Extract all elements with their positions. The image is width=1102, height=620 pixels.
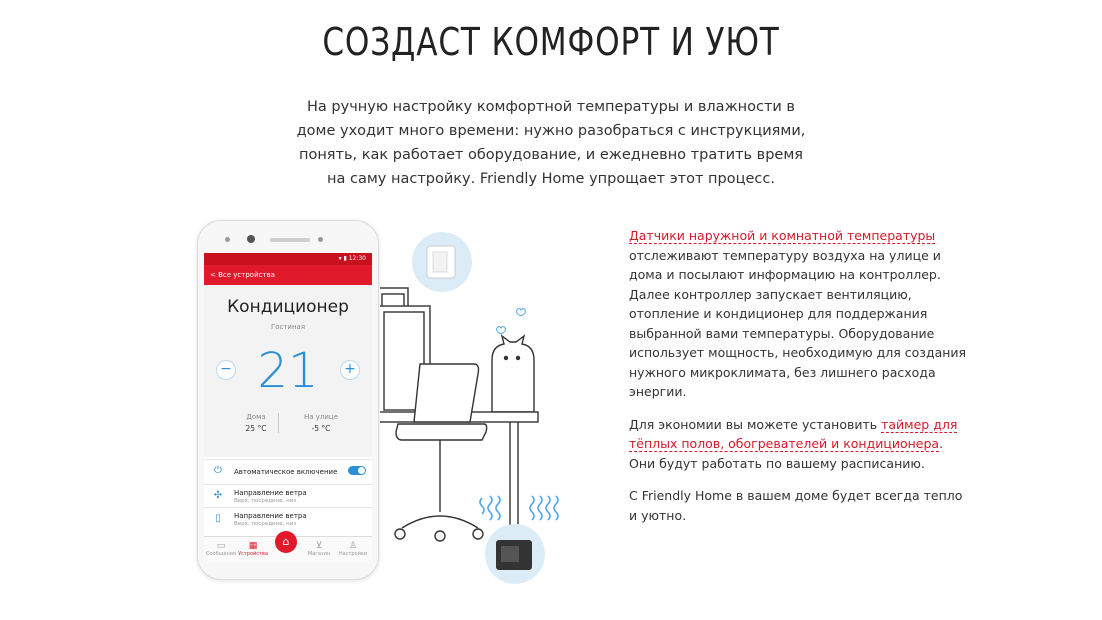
tab-settings[interactable]: ♙ Настройки	[338, 541, 368, 557]
increase-temp-button[interactable]: +	[340, 360, 360, 380]
thermostat-bubble	[485, 524, 545, 584]
tab-messages[interactable]: ▭ Сообщения	[206, 541, 237, 557]
device-card	[204, 285, 372, 457]
section-title: СОЗДАСТ КОМФОРТ И УЮТ	[322, 20, 780, 64]
sensor-dot	[318, 237, 323, 242]
wind-direction-row[interactable]: ✣ Направление ветра Верх, посредине, низ	[204, 484, 372, 507]
fan-icon: ✣	[213, 490, 223, 501]
auto-on-row: ⏻ Автоматическое включение	[204, 459, 372, 484]
wind-direction-row-2[interactable]: ▯ Направление ветра Верх, посредине, низ	[204, 507, 372, 530]
tab-devices[interactable]: ▦ Устройства	[238, 541, 268, 557]
user-icon: ♙	[348, 541, 358, 551]
sensors-paragraph: Датчики наружной и комнатной температуры отслеживают температуру воздуха на улице и дома и посылают информацию на контроллер. Далее контроллер запускает вентиляцию, отопление и кондиционер для поддержания выбранной вами температуры. Оборудование использует мощность, необходимую для создания нужного микроклимата, без лишнего расхода энергии.	[629, 228, 967, 399]
sensor-dot	[225, 237, 230, 242]
description-column	[629, 226, 969, 538]
device-room: Гостиная	[270, 323, 306, 331]
phone-speaker	[270, 238, 310, 242]
room-sensor-bubble	[412, 232, 472, 292]
power-icon: ⏻	[214, 465, 222, 476]
chat-icon: ▭	[216, 541, 226, 551]
sensors-link[interactable]: Датчики наружной и комнатной температуры	[629, 228, 936, 243]
intro-text: На ручную настройку комфортной температуры и влажности в доме уходит много времени: нужно разобраться с инструкциями, понять, как работает оборудование, и ежедневно тратить время на саму настройку. Friendly Home упрощает этот процесс.	[296, 99, 806, 187]
decrease-temp-button[interactable]: −	[216, 360, 236, 380]
remote-icon: ▯	[215, 513, 221, 524]
tab-bar	[204, 536, 372, 563]
heat-waves	[480, 496, 558, 520]
back-to-devices-link[interactable]: < Все устройства	[204, 265, 372, 285]
timer-link[interactable]: таймер для тёплых полов, обогревателей и кондиционера	[629, 416, 958, 451]
tab-shop[interactable]: ⊻ Магазин	[304, 541, 334, 557]
grid-icon: ▦	[248, 541, 258, 551]
target-temperature: 21	[257, 343, 319, 399]
cat-figure	[492, 336, 534, 412]
cart-icon: ⊻	[315, 541, 323, 551]
home-temp: Дома 25 °C	[245, 413, 267, 433]
closing-paragraph: С Friendly Home в вашем доме будет всегда тепло и уютно.	[629, 488, 963, 523]
outside-temp: На улице -5 °C	[278, 413, 363, 433]
device-title: Кондиционер	[227, 297, 349, 317]
phone-screen	[204, 253, 372, 563]
auto-on-toggle[interactable]	[348, 466, 366, 475]
front-camera	[247, 235, 255, 243]
home-icon[interactable]: ⌂	[275, 531, 297, 553]
phone-mockup	[197, 220, 379, 580]
office-illustration	[380, 228, 580, 588]
timer-paragraph: Для экономии вы можете установить таймер для тёплых полов, обогревателей и кондиционера. Они будут работать по вашему расписанию.	[629, 416, 958, 471]
status-bar: ▾ ▮ 12:30	[204, 253, 372, 265]
heart-icon	[497, 309, 526, 335]
